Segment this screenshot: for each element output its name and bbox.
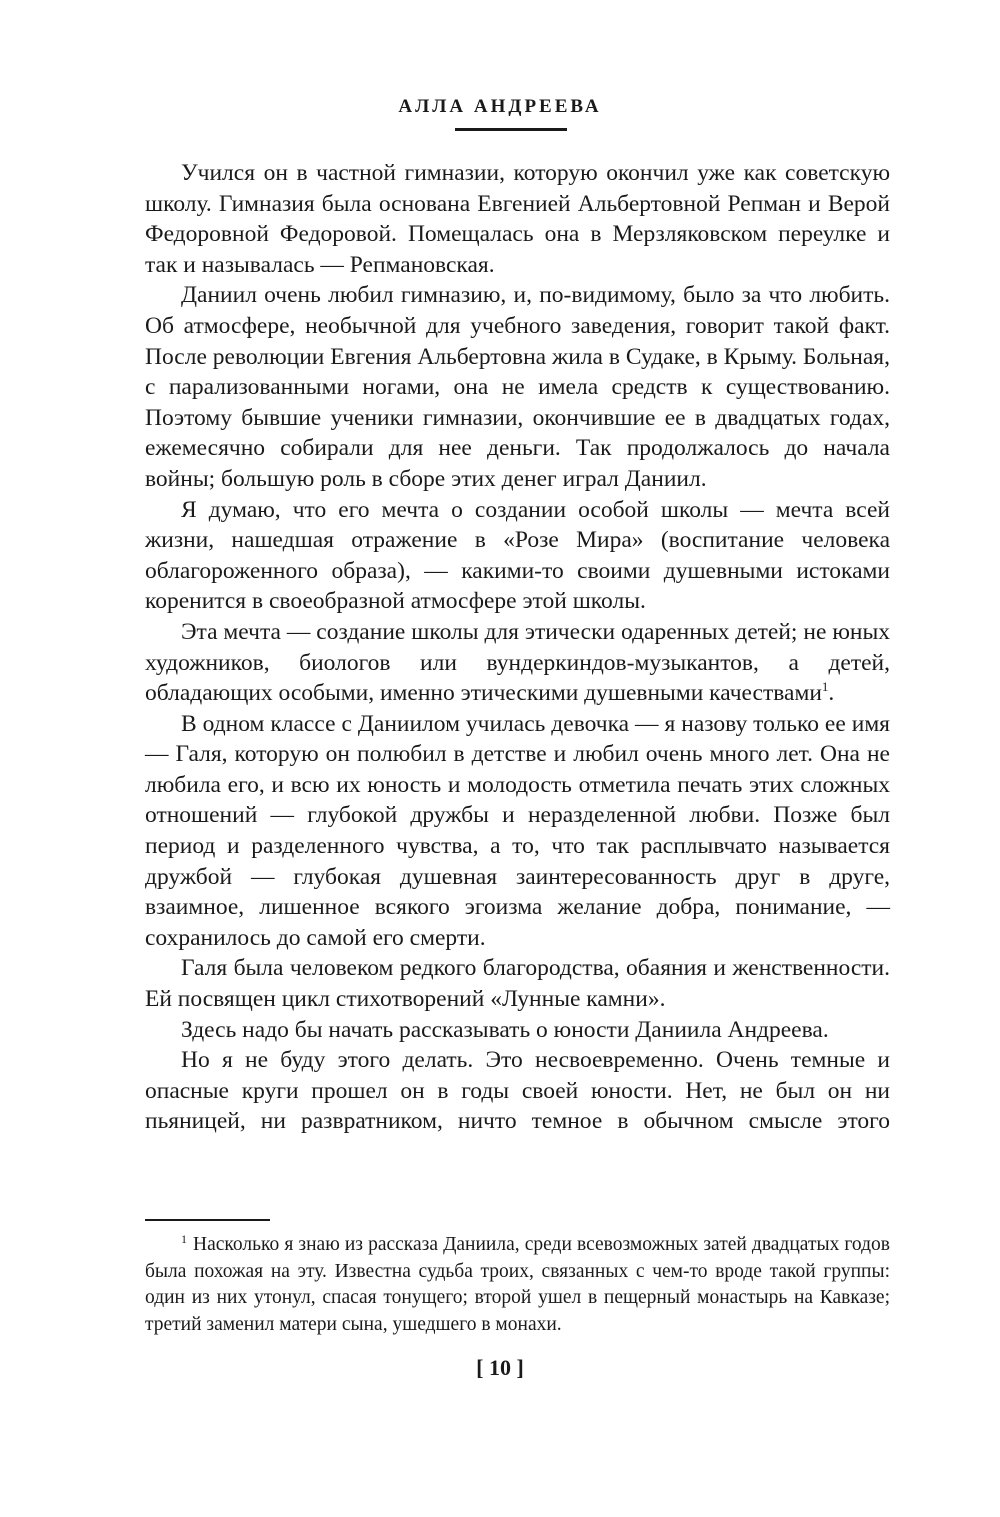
paragraph: Галя была человеком редкого благородства, обаяния и женственности. Ей посвящен цикл стихотворений «Лунные камни». bbox=[145, 955, 890, 1013]
page-number: [ 10 ] bbox=[476, 1355, 524, 1380]
footnote bbox=[145, 1232, 890, 1338]
footnote-separator bbox=[145, 1219, 270, 1221]
paragraph: Учился он в частной гимназии, которую окончил уже как советскую школу. Гимназия была основана Евгенией Альбертовной Репман и Верой Федоровной Федоровой. Помещалась она в Мерзляковском переулке и так и называлась — Репмановская. bbox=[145, 160, 890, 278]
paragraph: Здесь надо бы начать рассказывать о юности Даниила Андреева. bbox=[181, 1016, 829, 1043]
paragraph: В одном классе с Даниилом училась девочка — я назову только ее имя — Галя, которую он полюбил в детстве и любил очень много лет. Она не любила его, и всю их юность и молодость отметила печать этих сложных отношений — глубокой дружбы и неразделенной любви. Позже был период и разделенного чувства, а то, что так расплывчато называется дружбой — глубокая душевная заинтересованность друг в друге, взаимное, лишенное всякого эгоизма желание добра, понимание, — сохранилось до самой его смерти. bbox=[145, 710, 890, 951]
paragraph: Я думаю, что его мечта о создании особой школы — мечта всей жизни, нашедшая отражение в «Розе Мира» (воспитание человека облагороженного образа), — какими-то своими душевными истоками коренится в своеобразной атмосфере этой школы. bbox=[145, 496, 890, 615]
paragraph-text: Эта мечта — создание школы для этически одаренных детей; не юных художников, биологов или вундеркиндов-музыкантов, а детей, обладающих особыми, именно этическими душевными качествами bbox=[145, 618, 890, 707]
body-text bbox=[145, 158, 890, 1137]
paragraph bbox=[145, 617, 890, 709]
footnote-marker: 1 bbox=[181, 1231, 187, 1246]
footnote-text: Насколько я знаю из рассказа Даниила, среди всевозможных затей двадцатых годов была похожая на эту. Известна судьба троих, связанных с чем-то вроде такой группы: один из них утонул, спасая тонущего; второй ушел в пещерный монастырь на Кавказе; третий заменил матери сына, ушедшего в монахи. bbox=[145, 1234, 890, 1335]
footnote-paragraph bbox=[145, 1232, 890, 1338]
footnote-reference[interactable]: 1 bbox=[821, 679, 829, 695]
running-head-rule bbox=[455, 128, 567, 131]
paragraph-end: . bbox=[828, 680, 835, 707]
paragraph: Даниил очень любил гимназию, и, по-видимому, было за что любить. Об атмосфере, необычной для учебного заведения, говорит такой факт. После революции Евгения Альбертовна жила в Судаке, в Крыму. Больная, с парализованными ногами, она не имела средств к существованию. Поэтому бывшие ученики гимназии, окончившие ее в двадцатых годах, ежемесячно собирали для нее деньги. Так продолжалось до начала войны; большую роль в сборе этих денег играл Даниил. bbox=[145, 282, 890, 492]
running-head: АЛЛА АНДРЕЕВА bbox=[398, 96, 602, 117]
paragraph: Но я не буду этого делать. Это несвоевременно. Очень темные и опасные круги прошел он в годы своей юности. Нет, не был он ни пьяницей, ни развратником, ничто темное в обычном смысле этого bbox=[145, 1047, 890, 1135]
